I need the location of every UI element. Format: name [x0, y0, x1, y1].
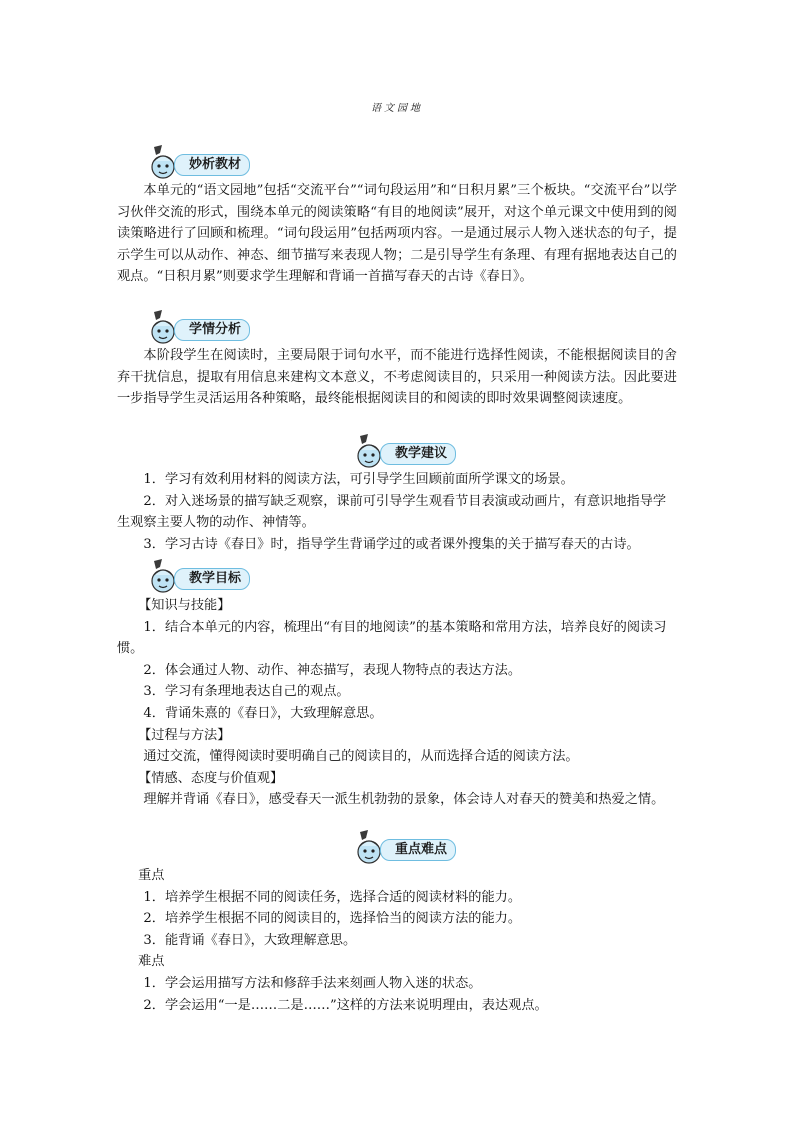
analysis-paragraph	[117, 180, 677, 288]
process-heading: 【过程与方法】	[138, 727, 231, 743]
list-item: 4．背诵朱熹的《春日》，大致理解意思。	[143, 705, 383, 721]
knowledge-heading: 【知识与技能】	[138, 598, 231, 613]
emotion-heading: 【情感、态度与价值观】	[138, 770, 284, 786]
suggestions-list	[117, 469, 677, 555]
list-item: 1．结合本单元的内容，梳理出“有目的地阅读”的基本策略和常用方法，培养良好的阅读习惯。	[117, 619, 667, 657]
list-item: 2．体会通过人物、动作、神态描写，表现人物特点的表达方法。	[143, 662, 522, 678]
list-item: 3．能背诵《春日》，大致理解意思。	[143, 932, 357, 948]
list-item: 2．培养学生根据不同的阅读目的，选择恰当的阅读方法的能力。	[143, 911, 522, 927]
section-label-goals: 教学目标	[174, 568, 250, 590]
list-item: 2．学会运用“一是……二是……”这样的方法来说明理由，表达观点。	[143, 997, 548, 1013]
keypoints-block	[117, 865, 677, 1016]
list-item: 1．培养学生根据不同的阅读任务，选择合适的阅读材料的能力。	[143, 889, 522, 905]
list-item: 3．学习有条理地表达自己的观点。	[143, 684, 350, 700]
difficult-heading: 难点	[138, 954, 165, 970]
list-item: 3．学习古诗《春日》时，指导学生背诵学过的或者课外搜集的关于描写春天的古诗。	[143, 536, 640, 552]
section-label-learner: 学情分析	[174, 319, 250, 341]
section-label-keypoints: 重点难点	[380, 839, 456, 861]
list-item: 1．学习有效利用材料的阅读方法，可引导学生回顾前面所学课文的场景。	[143, 472, 574, 487]
goals-block	[117, 595, 677, 811]
section-label-analysis: 妙析教材	[174, 154, 250, 176]
list-item: 1．学会运用描写方法和修辞手法来刻画人物入迷的状态。	[143, 975, 482, 991]
learner-paragraph	[117, 345, 677, 410]
section-label-suggestions: 教学建议	[380, 443, 456, 465]
key-heading: 重点	[138, 868, 165, 883]
learner-text: 本阶段学生在阅读时，主要局限于词句水平，而不能进行选择性阅读，不能根据阅读目的舍弃干扰信息，提取有用信息来建构文本意义，不考虑阅读目的，只采用一种阅读方法。因此要进一步指导学生灵活运用各种策略，最终能根据阅读目的和阅读的即时效果调整阅读速度。	[117, 348, 677, 407]
analysis-text: 本单元的“语文园地”包括“交流平台”“词句段运用”和“日积月累”三个板块。“交流平台”以学习伙伴交流的形式，围绕本单元的阅读策略“有目的地阅读”展开，对这个单元课文中使用到的阅读策略进行了回顾和梳理。“词句段运用”包括两项内容。一是通过展示人物入迷状态的句子，提示学生可以从动作、神态、细节描写来表现人物；二是引导学生有条理、有理有据地表达自己的观点。“日积月累”则要求学生理解和背诵一首描写春天的古诗《春日》。	[117, 183, 677, 285]
list-item: 2．对入迷场景的描写缺乏观察，课前可引导学生观看节目表演或动画片，有意识地指导学生观察主要人物的动作、神情等。	[117, 493, 667, 531]
emotion-text: 理解并背诵《春日》，感受春天一派生机勃勃的景象，体会诗人对春天的赞美和热爱之情。	[143, 792, 665, 808]
page-title: 语文园地	[371, 103, 423, 114]
process-text: 通过交流，懂得阅读时要明确自己的阅读目的，从而选择合适的阅读方法。	[143, 749, 579, 765]
